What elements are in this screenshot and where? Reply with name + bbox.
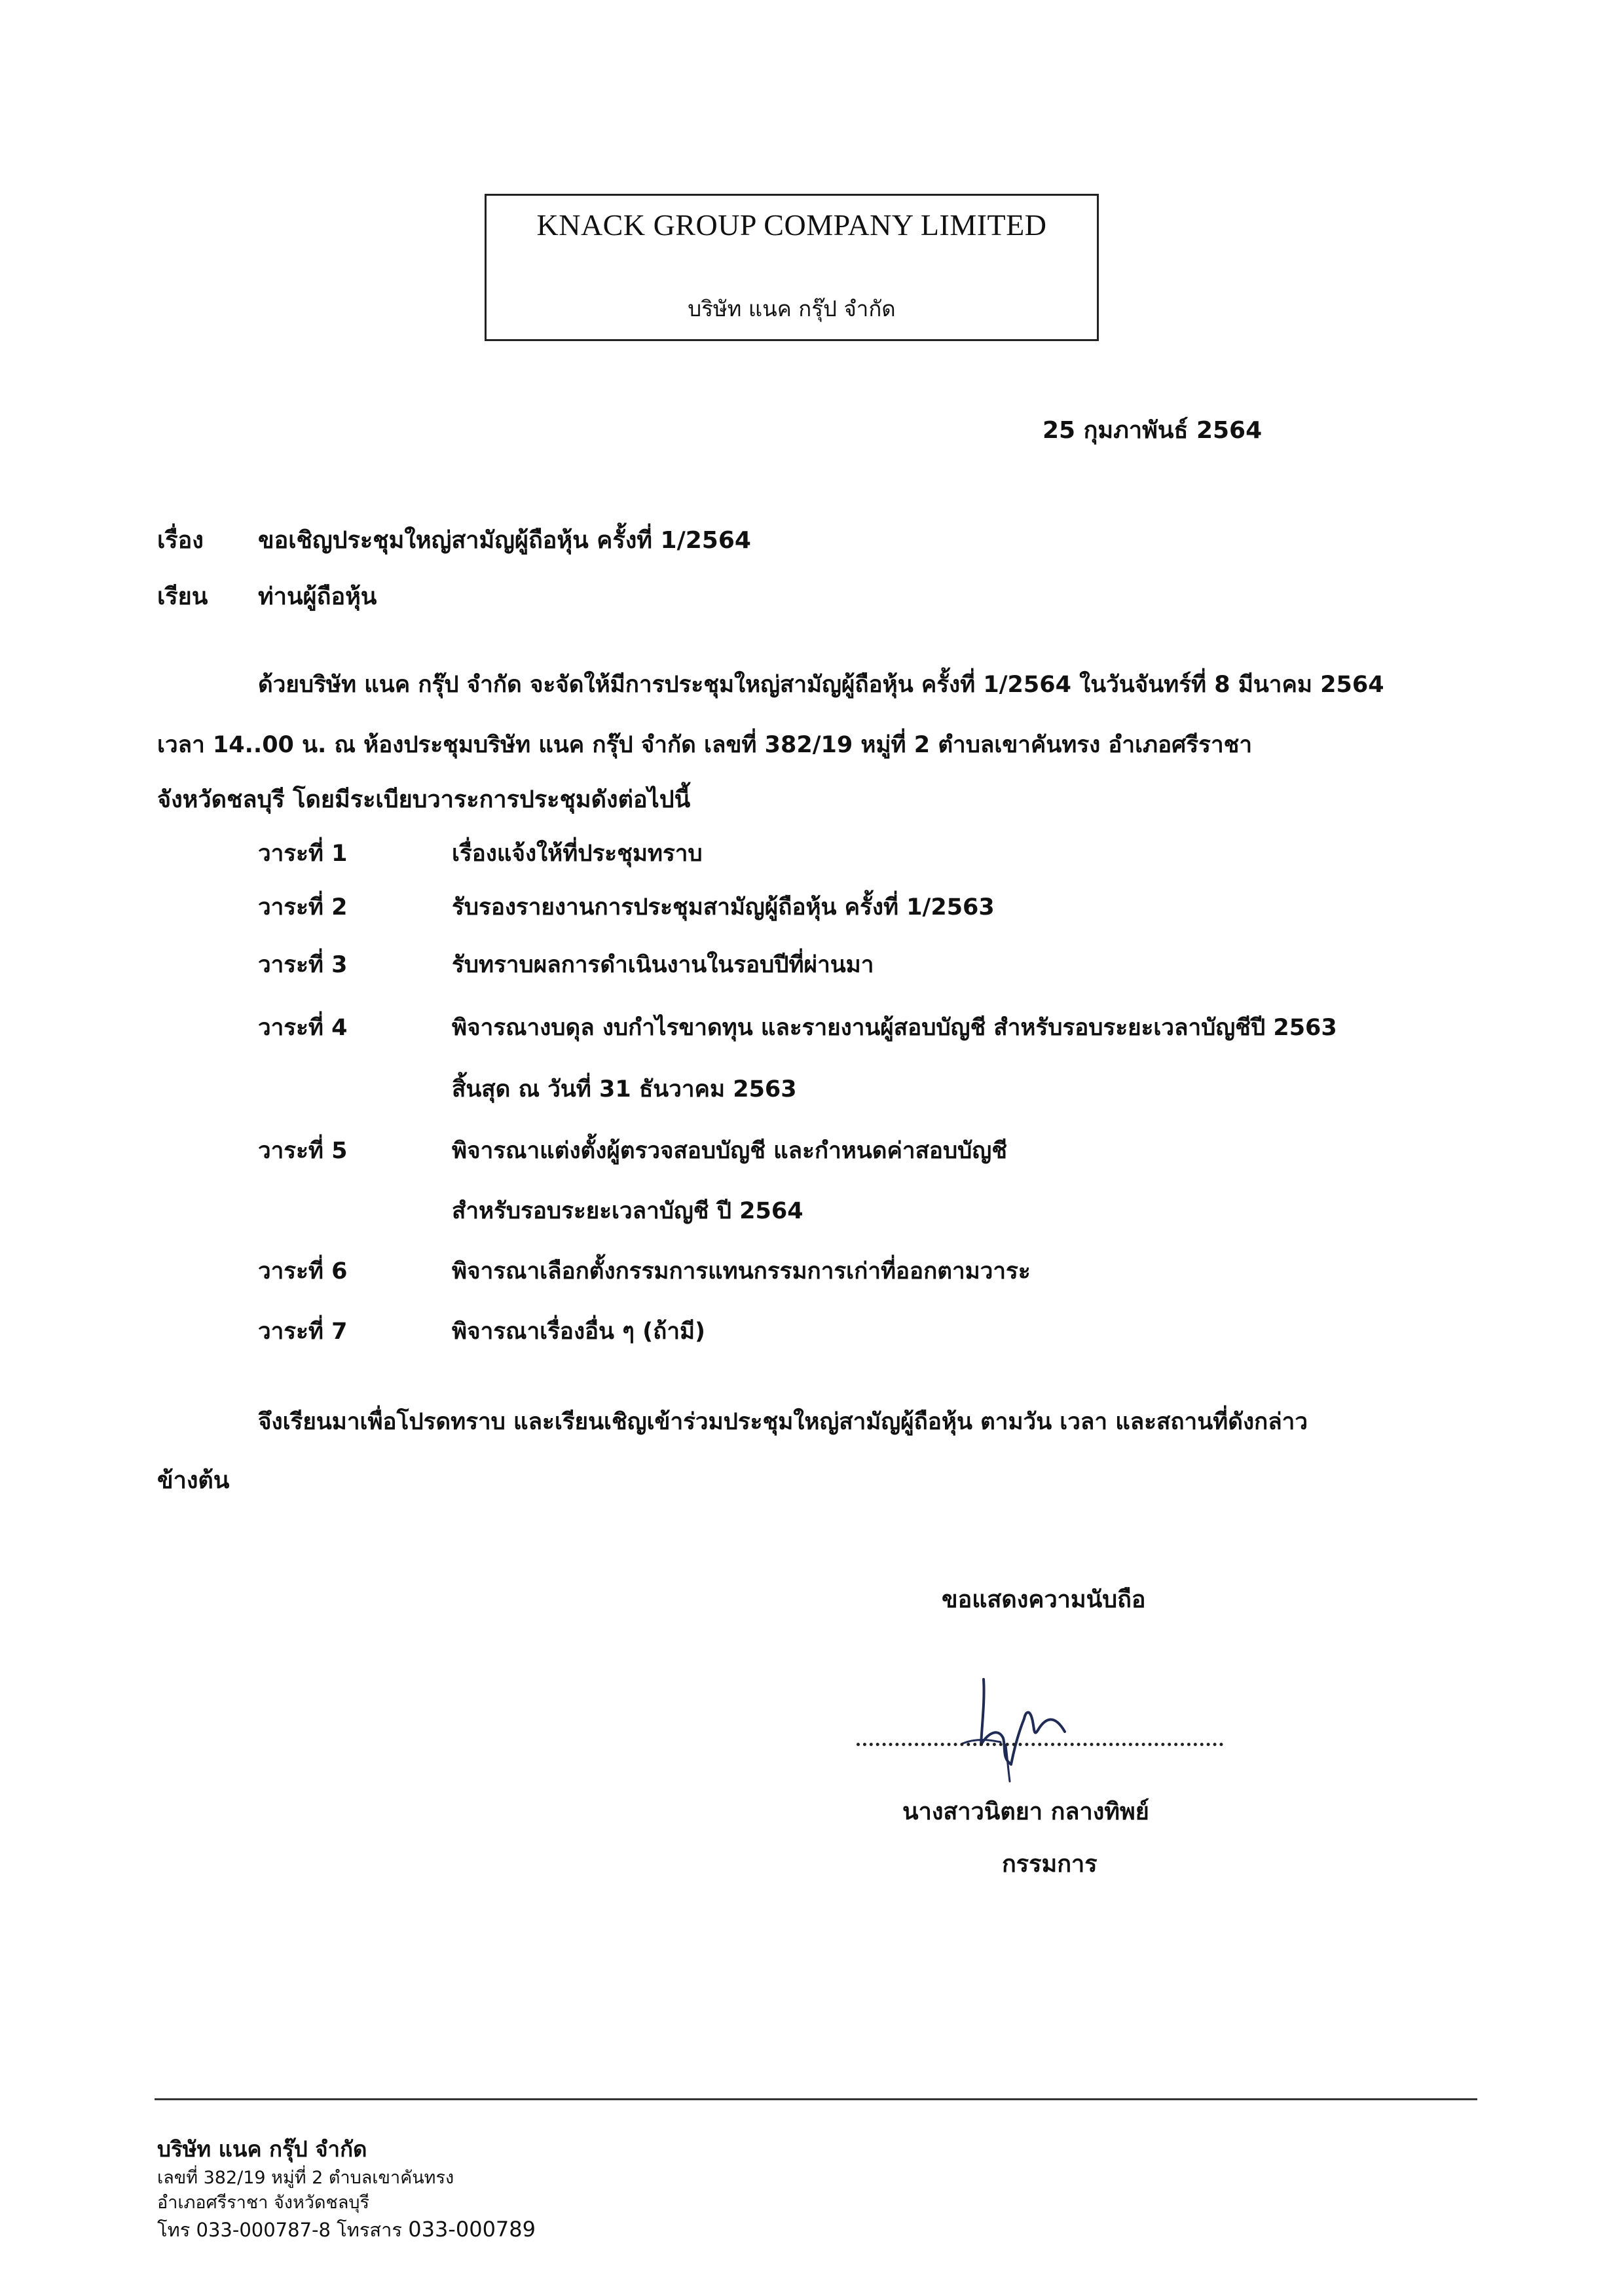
handwritten-signature xyxy=(943,1666,1139,1784)
subject-label: เรื่อง xyxy=(157,527,204,554)
signer-name: นางสาวนิตยา กลางทิพย์ xyxy=(902,1798,1149,1825)
signature-line xyxy=(857,1743,1223,1746)
intro-line-1: ด้วยบริษัท แนค กรุ๊ป จำกัด จะจัดให้มีการประชุมใหญ่สามัญผู้ถือหุ้น ครั้งที่ 1/2564 ในวันจันทร์ที่ 8 มีนาคม 2564 xyxy=(258,672,1384,698)
recipient-text: ท่านผู้ถือหุ้น xyxy=(258,583,377,610)
agenda-item-label: วาระที่ 7 xyxy=(258,1319,348,1345)
footer-address-line-2: อำเภอศรีราชา จังหวัดชลบุรี xyxy=(157,2193,369,2213)
agenda-item-text: พิจารณางบดุล งบกำไรขาดทุน และรายงานผู้สอบบัญชี สำหรับรอบระยะเวลาบัญชีปี 2563 xyxy=(452,1015,1337,1041)
regards-text: ขอแสดงความนับถือ xyxy=(942,1586,1146,1613)
footer-phone-label: โทร xyxy=(157,2219,191,2241)
agenda-item-text: พิจารณาเรื่องอื่น ๆ (ถ้ามี) xyxy=(452,1319,706,1345)
footer-company-name: บริษัท แนค กรุ๊ป จำกัด xyxy=(157,2136,367,2162)
agenda-item-text-continued: สิ้นสุด ณ วันที่ 31 ธันวาคม 2563 xyxy=(452,1076,797,1102)
letter-date: 25 กุมภาพันธ์ 2564 xyxy=(1043,417,1263,444)
signer-position: กรรมการ xyxy=(1002,1851,1098,1878)
company-header-box xyxy=(485,194,1099,341)
footer-contact xyxy=(157,2215,536,2245)
agenda-item-text: เรื่องแจ้งให้ที่ประชุมทราบ xyxy=(452,841,703,867)
footer-address-line-1: เลขที่ 382/19 หมู่ที่ 2 ตำบลเขาคันทรง xyxy=(157,2168,454,2188)
agenda-item-text: พิจารณาเลือกตั้งกรรมการแทนกรรมการเก่าที่ออกตามวาระ xyxy=(452,1258,1031,1285)
agenda-item-label: วาระที่ 5 xyxy=(258,1138,348,1164)
agenda-item-label: วาระที่ 4 xyxy=(258,1015,348,1041)
agenda-item-text: รับทราบผลการดำเนินงานในรอบปีที่ผ่านมา xyxy=(452,952,874,978)
footer-fax-label: โทรสาร xyxy=(337,2219,402,2241)
agenda-item-text: พิจารณาแต่งตั้งผู้ตรวจสอบบัญชี และกำหนดค่าสอบบัญชี xyxy=(452,1138,1007,1164)
footer-phone: 033-000787-8 xyxy=(196,2219,331,2241)
company-name-thai: บริษัท แนค กรุ๊ป จำกัด xyxy=(688,296,896,321)
footer-divider xyxy=(155,2098,1477,2100)
recipient-label: เรียน xyxy=(157,583,208,610)
company-name-english: KNACK GROUP COMPANY LIMITED xyxy=(536,208,1047,242)
closing-line-1: จึงเรียนมาเพื่อโปรดทราบ และเรียนเชิญเข้าร่วมประชุมใหญ่สามัญผู้ถือหุ้น ตามวัน เวลา และสถานที่ดังกล่าว xyxy=(258,1409,1308,1435)
agenda-item-label: วาระที่ 1 xyxy=(258,841,348,867)
agenda-item-label: วาระที่ 2 xyxy=(258,894,348,920)
closing-line-2: ข้างต้น xyxy=(157,1467,230,1494)
agenda-item-text: รับรองรายงานการประชุมสามัญผู้ถือหุ้น ครั้งที่ 1/2563 xyxy=(452,894,995,920)
agenda-item-label: วาระที่ 6 xyxy=(258,1258,348,1285)
subject-text: ขอเชิญประชุมใหญ่สามัญผู้ถือหุ้น ครั้งที่ 1/2564 xyxy=(258,527,751,554)
intro-line-3: จังหวัดชลบุรี โดยมีระเบียบวาระการประชุมดังต่อไปนี้ xyxy=(157,786,691,813)
agenda-item-text-continued: สำหรับรอบระยะเวลาบัญชี ปี 2564 xyxy=(452,1198,803,1224)
footer-fax: 033-000789 xyxy=(408,2217,536,2242)
intro-line-2: เวลา 14..00 น. ณ ห้องประชุมบริษัท แนค กรุ๊ป จำกัด เลขที่ 382/19 หมู่ที่ 2 ตำบลเขาคันทรง อำเภอศรีราชา xyxy=(157,732,1253,758)
agenda-item-label: วาระที่ 3 xyxy=(258,952,348,978)
